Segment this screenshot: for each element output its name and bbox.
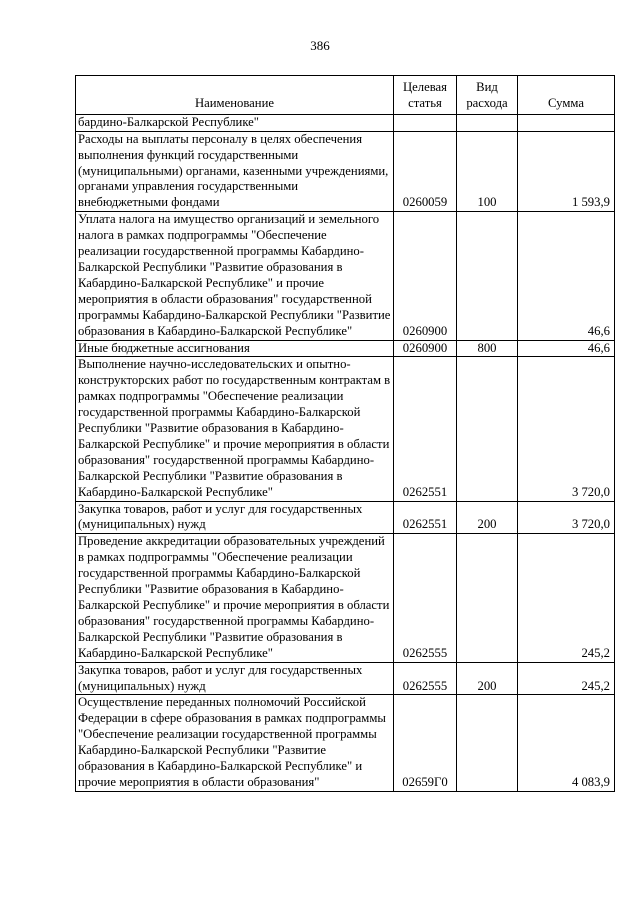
row-name: Закупка товаров, работ и услуг для государственных (муниципальных) нужд <box>76 662 394 695</box>
row-name: Осуществление переданных полномочий Российской Федерации в сфере образования в рамках подпрограммы "Обеспечение реализации государственной программы Кабардино-Балкарской Республики "Развитие образования в Кабардино-Балкарской Республике" и прочие мероприятия в области образования" <box>76 695 394 791</box>
row-type <box>457 534 518 662</box>
table-row <box>76 695 615 791</box>
table-row <box>76 534 615 662</box>
row-article: 0262555 <box>394 662 457 695</box>
row-name: Расходы на выплаты персоналу в целях обеспечения выполнения функций государственными (муниципальными) органами, казенными учреждениями, органами управления государственными внебюджетными фондами <box>76 131 394 212</box>
row-article: 0262551 <box>394 357 457 501</box>
table-row <box>76 131 615 212</box>
row-type <box>457 212 518 340</box>
page-number: 386 <box>310 38 330 53</box>
row-article <box>394 114 457 131</box>
table-row <box>76 662 615 695</box>
row-name: Иные бюджетные ассигнования <box>76 340 394 357</box>
row-sum <box>518 114 615 131</box>
row-type <box>457 357 518 501</box>
header-sum: Сумма <box>518 76 615 115</box>
row-sum: 4 083,9 <box>518 695 615 791</box>
row-sum: 3 720,0 <box>518 357 615 501</box>
row-article: 0260900 <box>394 340 457 357</box>
row-article: 0260900 <box>394 212 457 340</box>
budget-table <box>75 75 615 792</box>
header-name: Наименование <box>76 76 394 115</box>
row-type <box>457 114 518 131</box>
header-article: Целевая статья <box>394 76 457 115</box>
header-type: Вид расхода <box>457 76 518 115</box>
row-type: 800 <box>457 340 518 357</box>
row-article: 0260059 <box>394 131 457 212</box>
row-name: Закупка товаров, работ и услуг для государственных (муниципальных) нужд <box>76 501 394 534</box>
row-sum: 3 720,0 <box>518 501 615 534</box>
row-sum: 245,2 <box>518 534 615 662</box>
table-row <box>76 340 615 357</box>
table-header-row <box>76 76 615 115</box>
row-type <box>457 695 518 791</box>
row-name: Уплата налога на имущество организаций и земельного налога в рамках подпрограммы "Обеспечение реализации государственной программы Кабардино-Балкарской Республики "Развитие образования в Кабардино-Балкарской Республике" и прочие мероприятия в области образования" государственной программы Кабардино-Балкарской Республики "Развитие образования в Кабардино-Балкарской Республике" <box>76 212 394 340</box>
row-article: 0262555 <box>394 534 457 662</box>
row-name: бардино-Балкарской Республике" <box>76 114 394 131</box>
table-row <box>76 501 615 534</box>
row-name: Проведение аккредитации образовательных учреждений в рамках подпрограммы "Обеспечение реализации государственной программы Кабардино-Балкарской Республики "Развитие образования в Кабардино-Балкарской Республике" и прочие мероприятия в области образования" государственной программы Кабардино-Балкарской Республики "Развитие образования в Кабардино-Балкарской Республике" <box>76 534 394 662</box>
row-sum: 1 593,9 <box>518 131 615 212</box>
table-row <box>76 114 615 131</box>
row-type: 100 <box>457 131 518 212</box>
row-sum: 245,2 <box>518 662 615 695</box>
row-sum: 46,6 <box>518 340 615 357</box>
row-name: Выполнение научно-исследовательских и опытно-конструкторских работ по государственным контрактам в рамках подпрограммы "Обеспечение реализации государственной программы Кабардино-Балкарской Республики "Развитие образования в Кабардино-Балкарской Республике" и прочие мероприятия в области образования" государственной программы Кабардино-Балкарской Республики "Развитие образования в Кабардино-Балкарской Республике" <box>76 357 394 501</box>
row-article: 02659Г0 <box>394 695 457 791</box>
table-row <box>76 357 615 501</box>
row-sum: 46,6 <box>518 212 615 340</box>
row-type: 200 <box>457 662 518 695</box>
row-article: 0262551 <box>394 501 457 534</box>
table-row <box>76 212 615 340</box>
row-type: 200 <box>457 501 518 534</box>
